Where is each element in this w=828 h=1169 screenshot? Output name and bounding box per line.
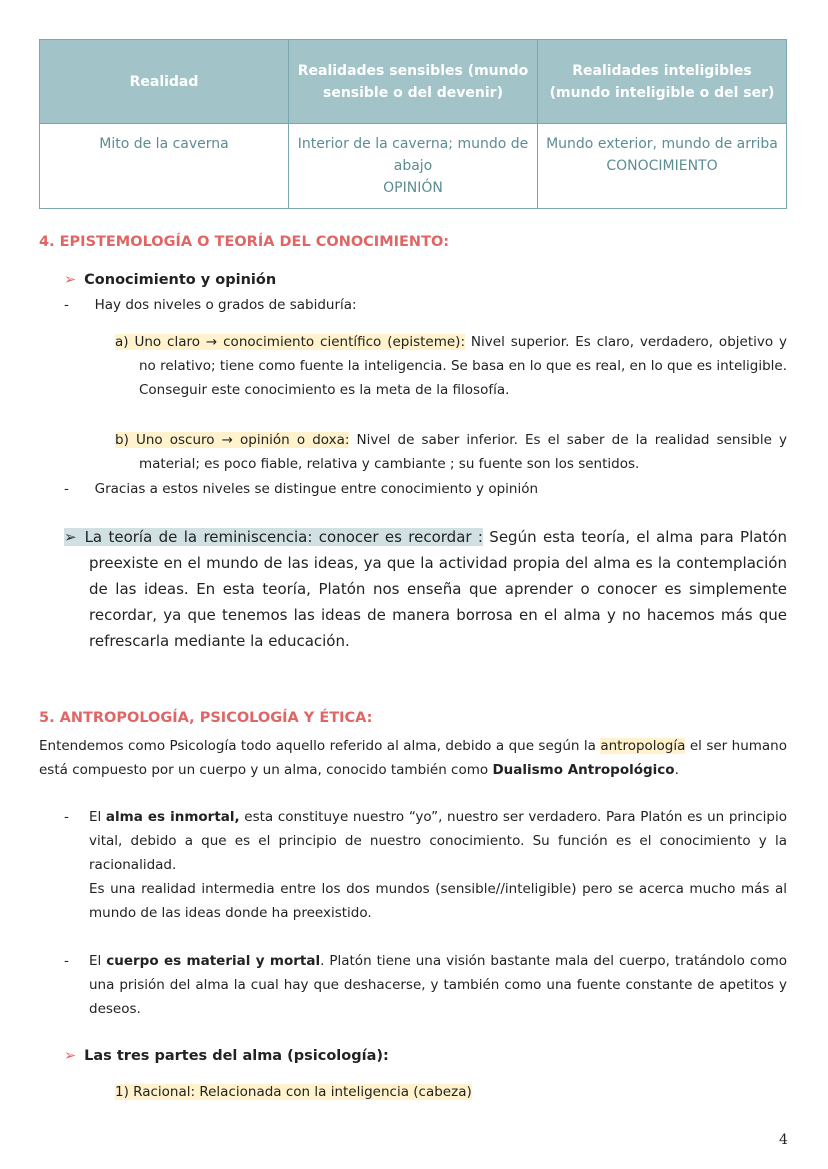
- cell-sensible: [289, 124, 538, 209]
- cell-opinion: OPINIÓN: [383, 180, 443, 196]
- cell-inteligible: [538, 124, 787, 209]
- cell-text: Interior de la caverna; mundo de abajo: [297, 136, 529, 174]
- cell-conocimiento: CONOCIMIENTO: [606, 158, 718, 174]
- header-inteligibles: Realidades inteligibles (mundo inteligible o del ser): [538, 40, 787, 124]
- item-b: b) Uno oscuro → opinión o doxa: Nivel de saber inferior. Es el saber de la realidad sensible y material; es poco fiable, relativa y cambiante ; su fuente son los sentidos.: [115, 432, 787, 472]
- alma-item: - El alma es inmortal, esta constituye nuestro “yo”, nuestro ser verdadero. Para Platón es un principio vital, debido a que es el principio de nuestro conocimiento. Su función es el conocimiento y la racionalidad. Es una realidad intermedia entre los dos mundos (sensible//inteligible) pero se acerca mucho más al mundo de las ideas donde ha preexistido.: [64, 809, 788, 921]
- item-racional: 1) Racional: Relacionada con la inteligencia (cabeza): [115, 1084, 472, 1100]
- realidad-table: [39, 39, 787, 209]
- arrow-icon: ➢: [64, 528, 77, 546]
- cell-text: Mundo exterior, mundo de arriba: [546, 136, 778, 152]
- section-5-title: 5. ANTROPOLOGÍA, PSICOLOGÍA Y ÉTICA:: [39, 710, 373, 726]
- item-a: a) Uno claro → conocimiento científico (episteme): Nivel superior. Es claro, verdadero, objetivo y no relativo; tiene como fuente la inteligencia. Se basa en lo que es real, en lo que es inteligible. Conseguir este conocimiento es la meta de la filosofía.: [115, 334, 788, 398]
- header-realidad: Realidad: [40, 40, 289, 124]
- header-sensibles: Realidades sensibles (mundo sensible o del devenir): [289, 40, 538, 124]
- intro-paragraph: Entendemos como Psicología todo aquello referido al alma, debido a que según la antropología el ser humano está compuesto por un cuerpo y un alma, conocido también como Dualismo Antropológico.: [39, 738, 787, 778]
- arrow-icon: ➢: [64, 1048, 77, 1064]
- reminiscencia-paragraph: ➢ La teoría de la reminiscencia: conocer es recordar : Según esta teoría, el alma para Platón preexiste en el mundo de las ideas, ya que la actividad propia del alma es la contemplación de las ideas. En esta teoría, Platón nos enseña que aprender o conocer es simplemente recordar, ya que tenemos las ideas de manera borrosa en el alma y no hacemos más que refrescarla mediante la educación.: [64, 528, 787, 650]
- dash-item: - Gracias a estos niveles se distingue entre conocimiento y opinión: [64, 481, 539, 497]
- cell-mito: Mito de la caverna: [40, 124, 289, 209]
- arrow-icon: ➢: [64, 272, 77, 288]
- dash-item: - Hay dos niveles o grados de sabiduría:: [64, 297, 357, 313]
- subheading-conocimiento: ➢ Conocimiento y opinión: [64, 272, 277, 288]
- section-4-title: 4. EPISTEMOLOGÍA O TEORÍA DEL CONOCIMIENTO:: [39, 234, 450, 250]
- cuerpo-item: - El cuerpo es material y mortal. Platón tiene una visión bastante mala del cuerpo, tratándolo como una prisión del alma la cual hay que deshacerse, y también como una fuente constante de apetitos y deseos.: [64, 953, 787, 1017]
- page-number: 4: [779, 1132, 788, 1148]
- subheading-partes: ➢ Las tres partes del alma (psicología):: [64, 1048, 389, 1064]
